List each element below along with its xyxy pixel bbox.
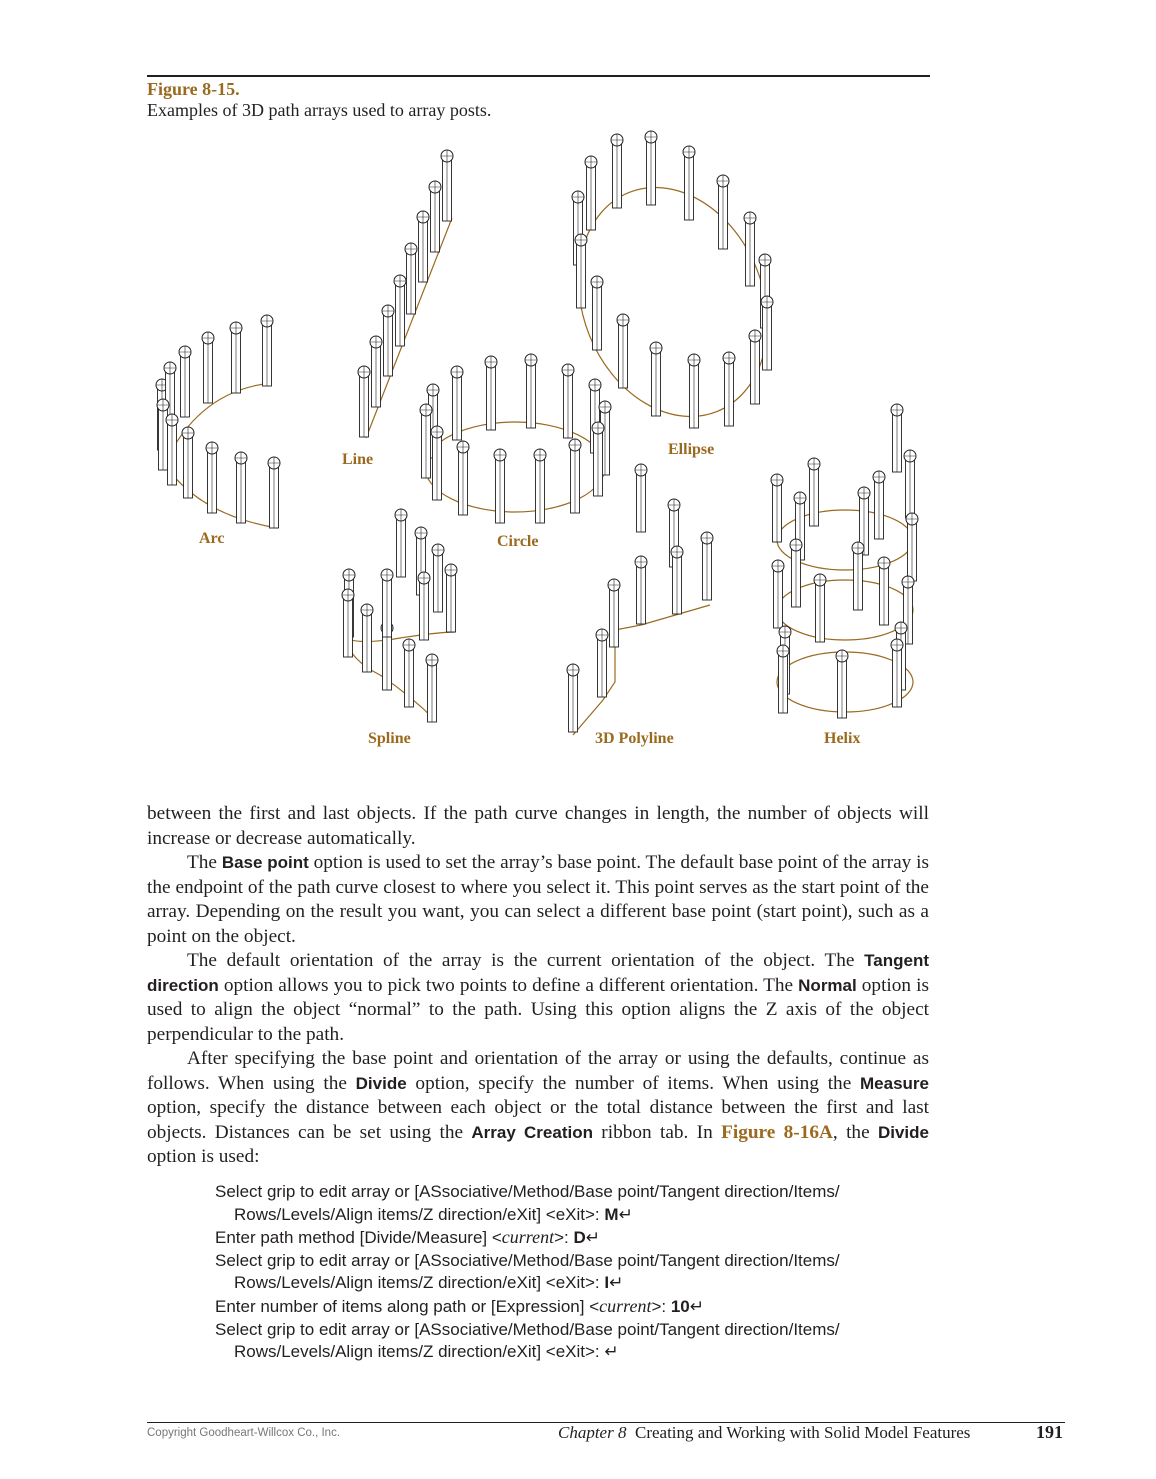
post [261,315,273,386]
figure-3d-path-arrays [0,120,1156,760]
post [361,604,373,672]
post [494,449,506,523]
post [717,175,729,249]
post [808,458,820,526]
post [405,243,417,314]
post [567,664,579,732]
post [395,509,407,577]
post [403,639,415,707]
post [381,569,393,637]
post [904,450,916,518]
running-footer: Chapter 8 Creating and Working with Solid Model Features [558,1423,971,1442]
path-curves [165,159,913,735]
label-line: Line [342,451,374,468]
post [206,442,218,513]
label-arc: Arc [199,530,225,547]
post [182,427,194,498]
post [761,296,773,370]
post [370,336,382,407]
post [562,364,574,438]
post [179,346,191,417]
paragraph: The default orientation of the array is the current orientation of the object. The Tangent direction option allows you to pick two points to define a different orientation. The Normal option is used to align the object “normal” to the path. Using this option aligns the Z axis of the object perpendicular to the path. [147,950,929,1045]
post [591,276,603,350]
post [749,330,761,404]
paragraph: between the first and last objects. If the path curve changes in length, the number of objects will increase or decrease automatically. [147,803,929,849]
post [485,356,497,430]
post [432,544,444,612]
post [891,639,903,707]
top-rule [147,75,930,77]
post [814,574,826,642]
post [635,464,647,532]
label-circle: Circle [497,533,539,550]
post [575,234,587,308]
post [906,513,918,581]
post [790,539,802,607]
post [777,645,789,713]
post [525,354,537,428]
post [688,354,700,428]
post [701,532,713,600]
post [683,146,695,220]
command-sequence: Select grip to edit array or [ASsociative/Method/Base point/Tangent direction/Items/ Rows/Levels/Align items/Z direction/eXit] <eXit>: M↵ Enter path method [Divide/Measure] <current>: D↵ Select grip to edit array or [ASsociative/Method/Base point/Tangent direction/Items/ Rows/Levels/Align items/Z direction/eXit] <eXit>: I↵ Enter number of items along path or [Expression] <current>: 10↵ Select grip to edit array or [ASsociative/Method/Base point/Tangent direction/Items/ Rows/Levels/Align items/Z direction/eXit] <eXit>: ↵ [215,1182,840,1362]
post [451,366,463,440]
post [342,589,354,657]
figure-number: Figure 8-15. [147,79,240,99]
post [358,366,370,437]
post [230,322,242,393]
post [382,305,394,376]
post [429,181,441,252]
post [650,342,662,416]
post [645,131,657,205]
label-helix: Helix [824,730,861,747]
post [426,654,438,722]
body-text [147,802,929,1170]
post [441,150,453,221]
post [534,449,546,523]
post [608,579,620,647]
post [569,439,581,513]
post [596,629,608,697]
post [878,557,890,625]
post [852,542,864,610]
post [166,414,178,485]
paragraph: The Base point option is used to set the array’s base point. The default base point of the array is the endpoint of the path curve closest to where you select it. This point serves as the start point of the array. Depending on the result you want, you can select a different base point (start point), such as a point on the object. [147,852,929,947]
post [592,422,604,496]
post [617,314,629,388]
page-number: 191 [1036,1422,1063,1442]
post [445,564,457,632]
figure-link[interactable]: Figure 8-16A [721,1121,833,1143]
post [235,452,247,523]
post [836,650,848,718]
polyline-path [573,605,710,735]
copyright: Copyright Goodheart-Willcox Co., Inc. [147,1427,341,1439]
post [268,457,280,528]
label-ellipse: Ellipse [668,441,715,458]
post [873,471,885,539]
post [585,156,597,230]
post [671,546,683,614]
post [744,212,756,286]
label-spline: Spline [368,730,411,747]
post [611,134,623,208]
post [420,404,432,478]
post [394,275,406,346]
post [891,404,903,472]
post [457,441,469,515]
post [772,560,784,628]
post [431,426,443,500]
post [723,352,735,426]
figure-caption: Examples of 3D path arrays used to array posts. [147,100,492,120]
label-3d-polyline: 3D Polyline [595,730,674,747]
post [635,556,647,624]
paragraph: After specifying the base point and orientation of the array or using the defaults, continue as follows. When using the Divide option, specify the number of items. When using the Measure option, specify the distance between each object or the total distance between the first and last objects. Distances can be set using the Array Creation ribbon tab. In Figure 8-16A, the Divide option is used: [147,1048,929,1167]
post [202,332,214,403]
post [771,474,783,542]
arc-path-lower [165,465,277,528]
post [418,572,430,640]
posts [156,131,918,732]
spline-path [345,632,455,720]
post [417,211,429,282]
